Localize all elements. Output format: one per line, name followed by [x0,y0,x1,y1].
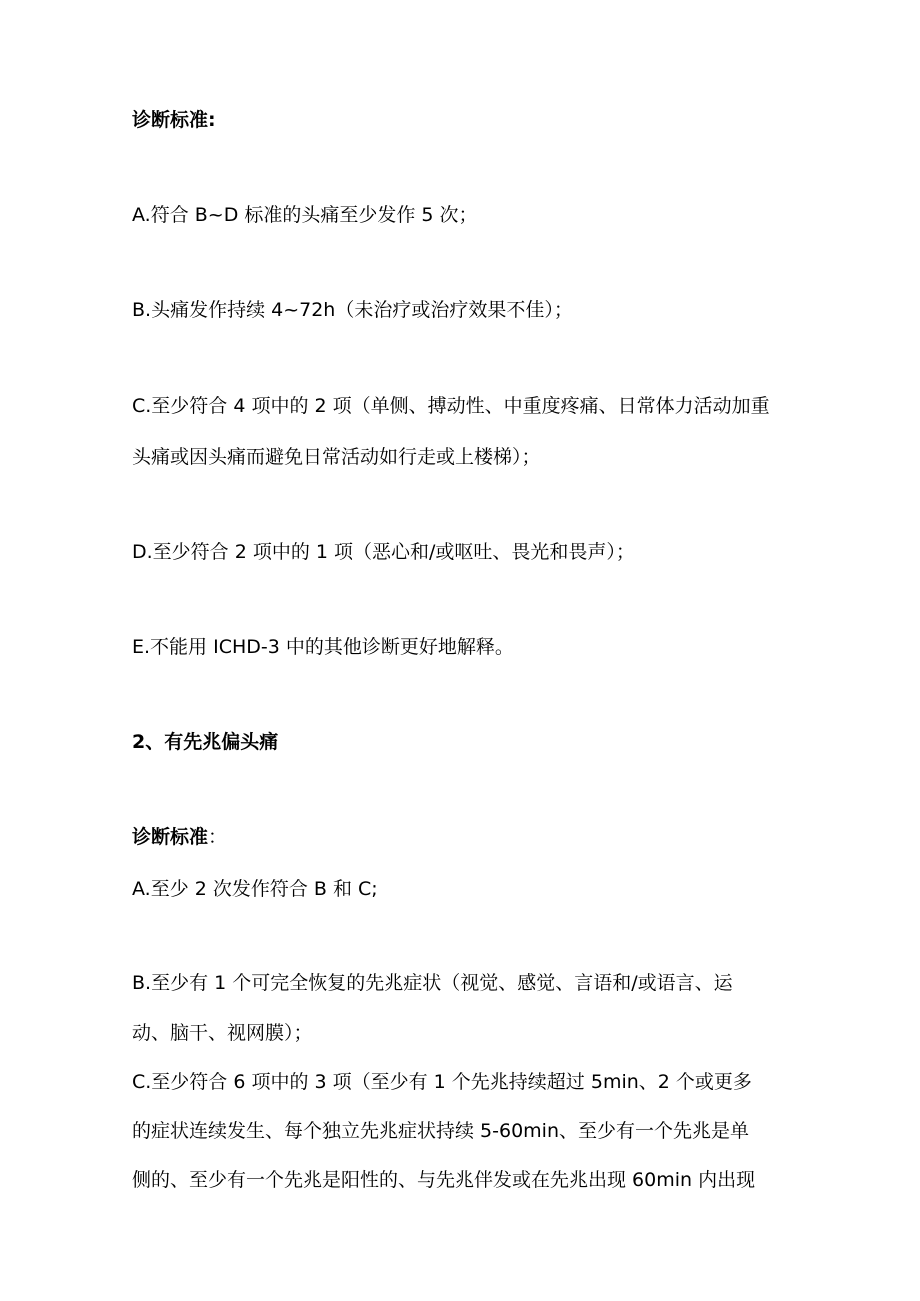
criteria-label-2-colon: ： [208,826,228,848]
criteria-label-2: 诊断标准 [132,826,209,848]
criterion-c-2-line-1: C.至少符合 6 项中的 3 项（至少有 1 个先兆持续超过 5min、2 个或更多 [132,1071,752,1093]
criteria-label-1: 诊断标准: [132,109,216,131]
criterion-d-1: D.至少符合 2 项中的 1 项（恶心和/或呕吐、畏光和畏声）； [132,541,635,563]
criterion-b-2-line-1: B.至少有 1 个可完全恢复的先兆症状（视觉、感觉、言语和/或语言、运 [132,972,733,994]
criterion-c-1-line-1: C.至少符合 4 项中的 2 项（单侧、搏动性、中重度疼痛、日常体力活动加重 [132,395,770,417]
section-heading-2: 2、有先兆偏头痛 [132,731,279,753]
criterion-b-1: B.头痛发作持续 4~72h（未治疗或治疗效果不佳）； [132,299,573,321]
criterion-a-2: A.至少 2 次发作符合 B 和 C; [132,878,378,900]
criterion-e-1: E.不能用 ICHD-3 中的其他诊断更好地解释。 [132,636,514,658]
criteria-label-2-row [132,825,227,849]
criterion-c-2-line-3: 侧的、至少有一个先兆是阳性的、与先兆伴发或在先兆出现 60min 内出现 [132,1169,756,1191]
criterion-b-2-line-2: 动、脑干、视网膜）； [132,1022,313,1044]
criterion-c-1-line-2: 头痛或因头痛而避免日常活动如行走或上楼梯）； [132,446,541,468]
criterion-a-1: A.符合 B~D 标准的头痛至少发作 5 次； [132,204,478,226]
criterion-c-2-line-2: 的症状连续发生、每个独立先兆症状持续 5-60min、至少有一个先兆是单 [132,1120,749,1142]
